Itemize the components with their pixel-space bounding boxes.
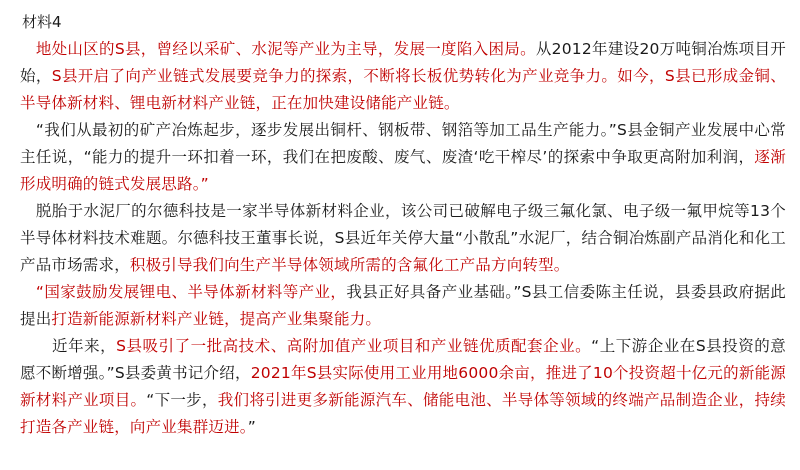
paragraph-indent: [20, 202, 36, 220]
paragraph-5: [20, 333, 786, 441]
text-run: 脱胎于水泥厂的尔德科技是一家半导体新材料企业，该公司已破解电子级三氟化氯、电子级一氟甲烷等13个半导体材料技术难题。尔德科技王董事长说，S县近年关停大量“小散乱”水泥厂，结合铜冶炼副产品消化和化工产品市场需求，: [20, 202, 787, 274]
text-run: S县开启了向产业链式发展要竞争力的探索，不断将长板优势转化为产业竞争力。如今，S县已形成金铜、半导体新材料、锂电新材料产业链，正在加快建设储能产业链。: [20, 67, 786, 112]
paragraph-indent: [20, 337, 52, 355]
paragraph-1: [20, 36, 786, 117]
text-run: 近年来，: [52, 337, 117, 355]
text-run: 积极引导我们向生产半导体领域所需的含氟化工产品方向转型。: [129, 256, 570, 274]
text-run: “国家鼓励发展锂电、半导体新材料等产业，: [35, 283, 347, 301]
paragraph-4: [20, 279, 786, 333]
text-run: 我们将引进更多新能源汽车、储能电池、半导体等领域的终端产品制造企业，持续打造各产业链，向产业集群迈进。: [20, 391, 786, 436]
text-run: 从2012年建设20万吨铜冶炼项目开始，: [20, 40, 786, 85]
text-run: S县吸引了一批高技术、高附加值产业项目和产业链优质配套企业。: [116, 337, 592, 355]
paragraph-3: [20, 198, 786, 279]
text-run: 地处山区的S县，曾经以采矿、水泥等产业为主导，发展一度陷入困局。: [35, 40, 536, 58]
text-run: 打造新能源新材料产业链，提高产业集聚能力。: [51, 310, 382, 328]
text-run: 2021年S县实际使用工业用地6000余亩，推进了10个投资超十亿元的新能源新材料产业项目。: [20, 364, 786, 409]
paragraph-indent: [20, 40, 36, 58]
text-run: ”: [247, 418, 256, 436]
paragraph-2: [20, 117, 786, 198]
paragraph-indent: [20, 121, 36, 139]
text-run: “我们从最初的矿产冶炼起步，逐步发展出铜杆、钢板带、钢箔等加工品生产能力。”S县金铜产业发展中心常主任说，“能力的提升一环扣着一环，我们在把废酸、废气、废渣‘吃干榨尽’的探索中争取更高附加利润，: [20, 121, 787, 166]
text-run: “下一步，: [146, 391, 218, 409]
text-run: “上下游企业在S县投资的意愿不断增强。”S县委黄书记介绍，: [20, 337, 786, 382]
paragraph-indent: [20, 283, 36, 301]
text-run: 我县正好具备产业基础。”S县工信委陈主任说，县委县政府据此提出: [20, 283, 786, 328]
text-run: 逐渐形成明确的链式发展思路。”: [20, 148, 786, 193]
material-heading: 材料4: [22, 13, 62, 31]
